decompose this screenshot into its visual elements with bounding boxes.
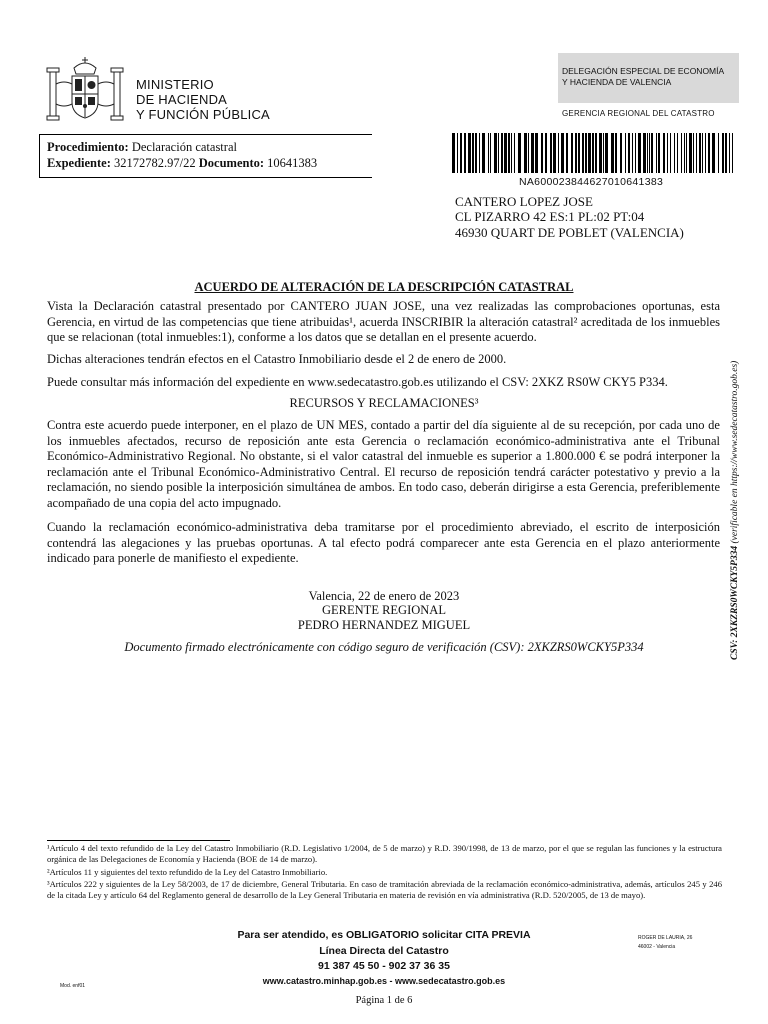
barcode-bar <box>545 133 547 173</box>
signer-name: PEDRO HERNANDEZ MIGUEL <box>297 618 471 632</box>
barcode-bar <box>722 133 724 173</box>
recipient-street: CL PIZARRO 42 ES:1 PL:02 PT:04 <box>455 209 645 224</box>
recipient-name: CANTERO LOPEZ JOSE <box>455 194 593 209</box>
barcode-bar <box>501 133 503 173</box>
gerencia-label: GERENCIA REGIONAL DEL CATASTRO <box>562 109 715 118</box>
delegation-line-2: Y HACIENDA DE VALENCIA <box>562 77 672 87</box>
barcode-bar <box>689 133 692 173</box>
barcode-bar <box>649 133 650 173</box>
barcode-bar <box>498 133 499 173</box>
barcode-bar <box>561 133 564 173</box>
barcode-bar <box>553 133 556 173</box>
barcode-bar <box>482 133 485 173</box>
barcode-bar <box>725 133 727 173</box>
paragraph-abreviado: Cuando la reclamación económico-administrativa deba tramitarse por el procedimiento abreviado, el escrito de interposición contendrá las alegaciones y las pruebas oportunas. A tal efecto podrá comparecer ante esta Gerencia en el plazo anteriormente indicado para ponerle de manifiesto el expediente. <box>47 520 720 566</box>
paragraph-consult: Puede consultar más información del expediente en www.sedecatastro.gob.es utilizando el CSV: 2XKZ RS0W CKY5 P334. <box>47 375 668 389</box>
barcode-bar <box>729 133 730 173</box>
barcode-bar <box>452 133 455 173</box>
barcode-bar <box>514 133 515 173</box>
barcode-bar <box>670 133 671 173</box>
barcode-bar <box>578 133 580 173</box>
barcode-bar <box>490 133 491 173</box>
footer-phones: 91 387 45 50 - 902 37 36 35 <box>318 960 450 972</box>
ministry-line-2: DE HACIENDA <box>136 92 228 107</box>
barcode-bar <box>582 133 584 173</box>
barcode-bar <box>635 133 636 173</box>
barcode-bar <box>696 133 697 173</box>
barcode-bar <box>651 133 653 173</box>
footer-address-1: ROGER DE LAURIA, 26 <box>638 935 693 941</box>
barcode-bar <box>647 133 648 173</box>
procedure-label: Procedimiento: <box>47 140 129 154</box>
side-verify: (verificable en https://www.sedecatastro.gob.es) <box>730 360 740 546</box>
csv-note: Documento firmado electrónicamente con código seguro de verificación (CSV): 2XKZRS0WCKY5P334 <box>124 640 644 654</box>
barcode-bar <box>504 133 507 173</box>
barcode-bar <box>677 133 678 173</box>
ministry-line-3: Y FUNCIÓN PÚBLICA <box>136 107 270 122</box>
expediente-value: 32172782.97/22 <box>114 156 196 170</box>
barcode-bar <box>511 133 512 173</box>
barcode-bar <box>674 133 675 173</box>
barcode-bar <box>603 133 604 173</box>
barcode-bar <box>575 133 577 173</box>
barcode-bar <box>558 133 559 173</box>
footer-address-2: 46002 - Valencia <box>638 944 676 950</box>
barcode-bar <box>599 133 602 173</box>
footer-cita-previa: Para ser atendido, es OBLIGATORIO solicitar CITA PREVIA <box>237 929 531 941</box>
barcode-bar <box>460 133 462 173</box>
barcode-bar <box>475 133 477 173</box>
procedure-line <box>47 140 237 155</box>
signer-role: GERENTE REGIONAL <box>322 603 446 617</box>
footnote-rule <box>47 840 230 841</box>
barcode-bar <box>712 133 715 173</box>
barcode-bar <box>684 133 685 173</box>
barcode <box>452 133 733 173</box>
document-title: ACUERDO DE ALTERACIÓN DE LA DESCRIPCIÓN CATASTRAL <box>194 280 574 294</box>
documento-label: Documento: <box>198 156 265 170</box>
coat-of-arms-icon <box>44 54 126 126</box>
paragraph-agreement: Vista la Declaración catastral presentado por CANTERO JUAN JOSE, una vez realizadas las comprobaciones oportunas, esta Gerencia, en virtud de las competencias que tiene atribuidas¹, acuerda INSCRIBIR la alteración catastral² acreditada de los inmuebles que se relacionan (total inmuebles:1), conforme a los datos que se detallan en el presente acuerdo. <box>47 299 720 345</box>
barcode-bar <box>656 133 657 173</box>
barcode-bar <box>632 133 633 173</box>
barcode-bar <box>571 133 573 173</box>
barcode-bar <box>625 133 626 173</box>
barcode-bar <box>615 133 617 173</box>
delegation-line-1: DELEGACIÓN ESPECIAL DE ECONOMÍA <box>562 66 725 76</box>
barcode-bar <box>643 133 646 173</box>
barcode-number: NA600023844627010641383 <box>519 176 664 188</box>
barcode-bar <box>686 133 687 173</box>
barcode-bar <box>508 133 510 173</box>
barcode-bar <box>658 133 660 173</box>
barcode-bar <box>595 133 597 173</box>
barcode-bar <box>718 133 719 173</box>
footnote-2: ²Artículos 11 y siguientes del texto refundido de la Ley del Catastro Inmobiliario. <box>47 867 328 877</box>
barcode-bar <box>585 133 587 173</box>
paragraph-recursos: Contra este acuerdo puede interponer, en el plazo de UN MES, contado a partir del día siguiente al de su recepción, por cada uno de los inmuebles afectados, recurso de reposición ante esta Gerencia o reclamación económico-administrativa ante el Tribunal Económico-Administrativo Regional. No obstante, si el valor catastral del inmueble es superior a 1.800.000 € se podrá interponer la reclamación ante el Tribunal Económico-Administrativo Central. El recurso de reposición tendrá carácter potestativo y previo a la reclamación, no siendo posible la interposición simultánea de ambos. En todo caso, deberán dirigirse a esta Gerencia, preferiblemente acompañado de una copia del acto impugnado. <box>47 418 720 510</box>
side-csv: CSV: 2XKZRS0WCKY5P334 <box>730 545 740 660</box>
barcode-bar <box>667 133 668 173</box>
barcode-bar <box>699 133 701 173</box>
barcode-bar <box>518 133 521 173</box>
barcode-bar <box>494 133 497 173</box>
side-csv-note <box>730 361 740 660</box>
procedure-value: Declaración catastral <box>131 140 237 154</box>
ministry-name <box>136 77 270 122</box>
barcode-bar <box>588 133 591 173</box>
barcode-bar <box>592 133 594 173</box>
paragraph-effects: Dichas alteraciones tendrán efectos en el Catastro Inmobiliario desde el 2 de enero de 2000. <box>47 352 507 366</box>
documento-value: 10641383 <box>267 156 318 170</box>
barcode-bar <box>472 133 474 173</box>
model-code: Mod. enf01 <box>60 983 86 989</box>
barcode-bar <box>535 133 538 173</box>
barcode-bar <box>681 133 682 173</box>
barcode-bar <box>693 133 694 173</box>
barcode-bar <box>566 133 568 173</box>
barcode-bar <box>605 133 608 173</box>
barcode-bar <box>550 133 552 173</box>
barcode-bar <box>732 133 733 173</box>
barcode-bar <box>488 133 489 173</box>
expediente-line <box>47 156 317 171</box>
footer-linea-directa: Línea Directa del Catastro <box>319 945 449 957</box>
footnote-3: ³Artículos 222 y siguientes de la Ley 58/2003, de 17 de diciembre, General Tributaria. En caso de tramitación abreviada de la reclamación económico-administrativa, además, artículos 245 y 246 de la citada Ley y artículo 64 del Reglamento general de desarrollo de la Ley General Tributaria en materia de revisión en vía administrativa (R.D. 520/2005, de 13 de mayo). <box>47 879 722 901</box>
page-number: Página 1 de 6 <box>355 995 413 1006</box>
barcode-bar <box>638 133 641 173</box>
barcode-bar <box>464 133 466 173</box>
barcode-bar <box>479 133 480 173</box>
barcode-bar <box>708 133 710 173</box>
barcode-bar <box>468 133 471 173</box>
barcode-bar <box>663 133 665 173</box>
barcode-bar <box>620 133 622 173</box>
barcode-bar <box>524 133 527 173</box>
barcode-bar <box>702 133 703 173</box>
recipient-city: 46930 QUART DE POBLET (VALENCIA) <box>455 225 684 240</box>
barcode-bar <box>705 133 706 173</box>
delegation-text <box>562 66 724 88</box>
footer-websites: www.catastro.minhap.gob.es - www.sedecatastro.gob.es <box>262 976 506 986</box>
ministry-line-1: MINISTERIO <box>136 77 214 92</box>
barcode-bar <box>528 133 529 173</box>
barcode-bar <box>531 133 534 173</box>
barcode-bar <box>457 133 458 173</box>
footnote-1: ¹Artículo 4 del texto refundido de la Ley del Catastro Inmobiliario (R.D. Legislativo 1/2004, de 5 de marzo) y R.D. 390/1998, de 13 de marzo, por el que se regulan las funciones y la estructura orgánica de las Delegaciones de Economía y Hacienda (BOE de 14 de marzo). <box>47 843 722 865</box>
expediente-label: Expediente: <box>47 156 111 170</box>
place-date: Valencia, 22 de enero de 2023 <box>308 589 460 603</box>
recursos-title: RECURSOS Y RECLAMACIONES³ <box>289 396 479 410</box>
barcode-bar <box>611 133 614 173</box>
barcode-bar <box>541 133 543 173</box>
barcode-bar <box>628 133 630 173</box>
